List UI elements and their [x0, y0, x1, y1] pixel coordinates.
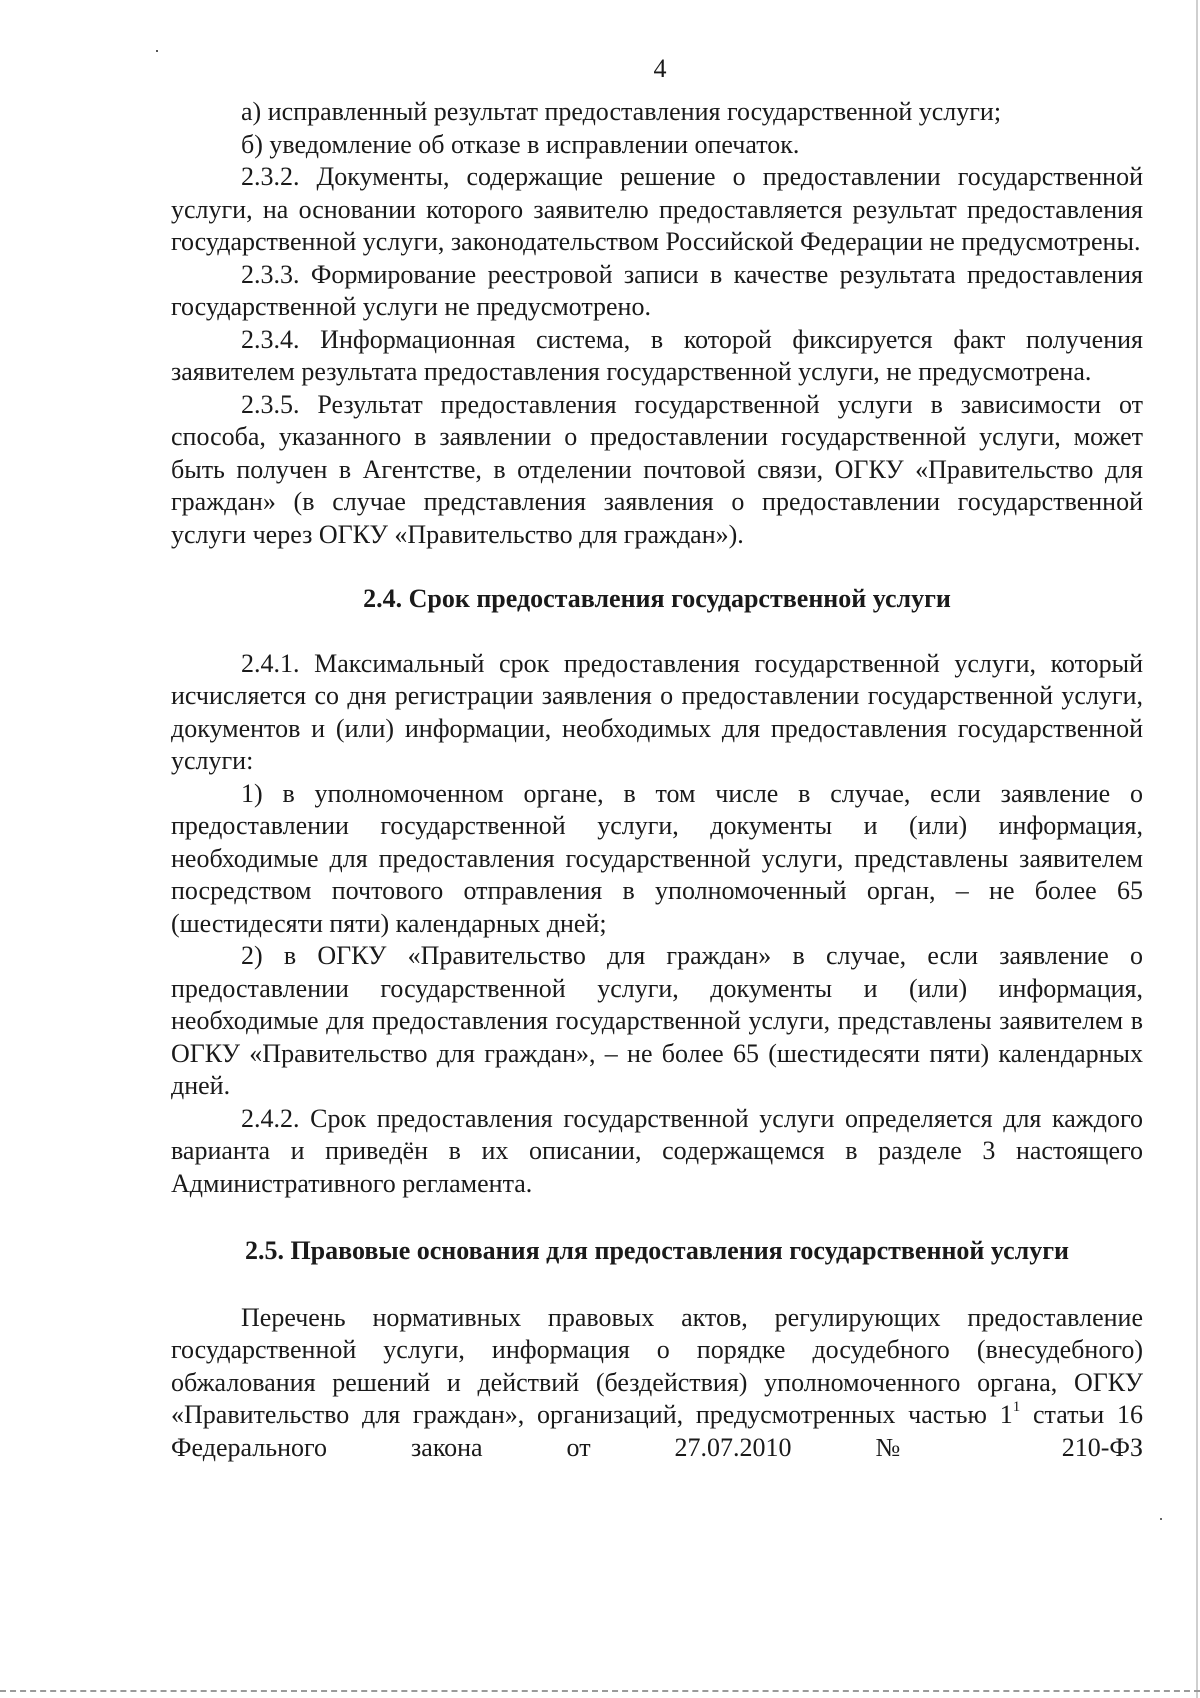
list-item-2: 2) в ОГКУ «Правительство для граждан» в случае, если заявление о предоставлении государственной услуги, документы и (или) информация, необходимые для предоставления государственной услуги, представлены заявителем в ОГКУ «Правительство для граждан», – не более 65 (шестидесяти пяти) календарных дней.: [171, 941, 1143, 1100]
section-heading-2-4: 2.4. Срок предоставления государственной услуги: [363, 584, 951, 613]
section-heading-2-5: 2.5. Правовые основания для предоставления государственной услуги: [244, 1236, 1070, 1265]
paragraph-2-4-2: 2.4.2. Срок предоставления государственной услуги определяется для каждого варианта и приведён в их описании, содержащемся в разделе 3 настоящего Административного регламента.: [171, 1103, 1143, 1198]
page-number: 4: [653, 54, 667, 83]
document-body: [171, 96, 1143, 1464]
paragraph-text: Перечень нормативных правовых актов, регулирующих предоставление государственной услуги, информация о порядке досудебного (внесудебного) обжалования решений и действий (бездействия) уполномоченного органа, ОГКУ «Правительство для граждан», организаций, предусмотренных частью 1: [171, 1302, 1143, 1429]
paragraph-text-tail: статьи 16 Федерального закона от 27.07.2010 № 210-ФЗ: [171, 1400, 1143, 1462]
superscript: 1: [1012, 1399, 1021, 1415]
paragraph-2-4-1: 2.4.1. Максимальный срок предоставления государственной услуги, который исчисляется со дня регистрации заявления о предоставлении государственной услуги, документов и (или) информации, необходимых для предоставления государственной услуги:: [171, 648, 1143, 775]
list-item-1: 1) в уполномоченном органе, в том числе в случае, если заявление о предоставлении государственной услуги, документы и (или) информация, необходимые для предоставления государственной услуги, представлены заявителем посредством почтового отправления в уполномоченный орган, – не более 65 (шестидесяти пяти) календарных дней;: [171, 778, 1143, 938]
paragraph-2-3-2: 2.3.2. Документы, содержащие решение о предоставлении государственной услуги, на основании которого заявителю предоставляется результат предоставления государственной услуги, законодательством Российской Федерации не предусмотрены.: [171, 162, 1143, 256]
list-item-a: а) исправленный результат предоставления государственной услуги;: [241, 97, 1002, 126]
paragraph-2-3-4: 2.3.4. Информационная система, в которой фиксируется факт получения заявителем результата предоставления государственной услуги, не предусмотрена.: [171, 324, 1143, 386]
paragraph-2-5-intro: [171, 1302, 1143, 1465]
scan-speck: [1160, 1518, 1162, 1520]
paragraph-2-3-3: 2.3.3. Формирование реестровой записи в качестве результата предоставления государственной услуги не предусмотрено.: [171, 259, 1143, 321]
list-item-b: б) уведомление об отказе в исправлении опечаток.: [241, 129, 800, 159]
scan-edge: [0, 1690, 1200, 1692]
scan-edge: [1196, 0, 1198, 1698]
paragraph-2-3-5: 2.3.5. Результат предоставления государственной услуги в зависимости от способа, указанного в заявлении о предоставлении государственной услуги, может быть получен в Агентстве, в отделении почтовой связи, ОГКУ «Правительство для граждан» (в случае представления заявления о предоставлении государственной услуги через ОГКУ «Правительство для граждан»).: [171, 389, 1143, 549]
scan-speck: [156, 50, 158, 52]
